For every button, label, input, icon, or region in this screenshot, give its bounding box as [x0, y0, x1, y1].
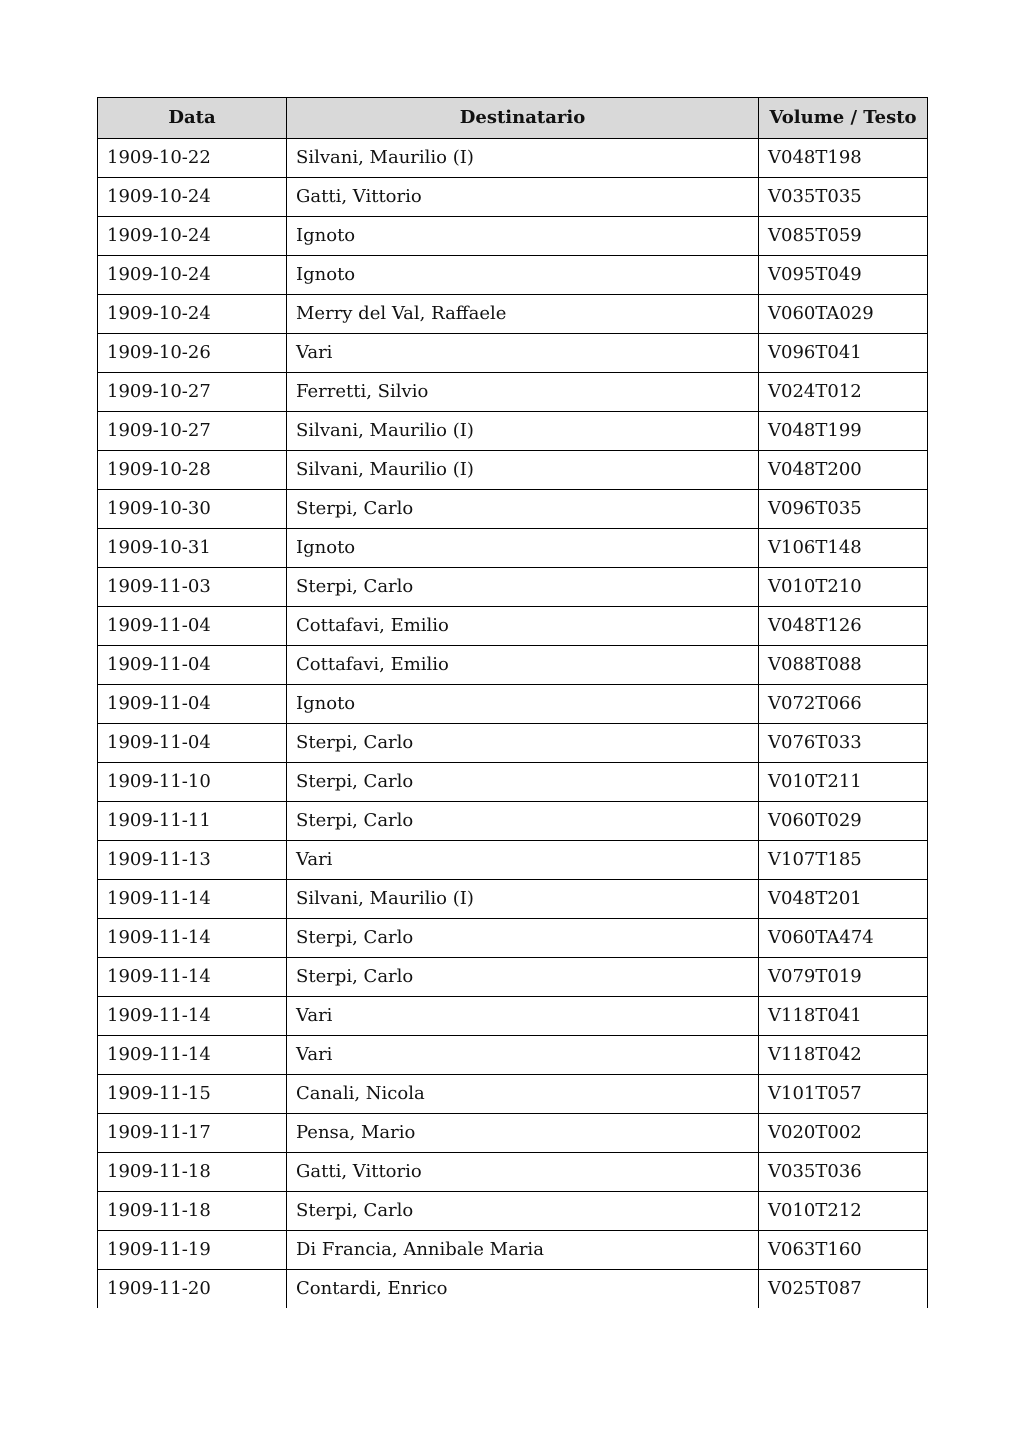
cell-recipient: Vari — [287, 334, 759, 373]
column-header-volume: Volume / Testo — [759, 98, 928, 139]
cell-date: 1909-11-14 — [98, 997, 287, 1036]
cell-volume: V035T036 — [759, 1153, 928, 1192]
cell-date: 1909-10-27 — [98, 373, 287, 412]
cell-date: 1909-11-17 — [98, 1114, 287, 1153]
cell-date: 1909-11-18 — [98, 1153, 287, 1192]
table-row — [98, 1192, 928, 1231]
cell-date: 1909-11-04 — [98, 724, 287, 763]
cell-volume: V118T042 — [759, 1036, 928, 1075]
cell-volume: V088T088 — [759, 646, 928, 685]
cell-recipient: Pensa, Mario — [287, 1114, 759, 1153]
cell-date: 1909-11-13 — [98, 841, 287, 880]
cell-recipient: Sterpi, Carlo — [287, 802, 759, 841]
cell-recipient: Ignoto — [287, 217, 759, 256]
cell-date: 1909-11-18 — [98, 1192, 287, 1231]
cell-date: 1909-11-10 — [98, 763, 287, 802]
cell-recipient: Silvani, Maurilio (I) — [287, 139, 759, 178]
cell-date: 1909-11-04 — [98, 685, 287, 724]
table-row — [98, 997, 928, 1036]
cell-date: 1909-11-14 — [98, 880, 287, 919]
cell-date: 1909-11-14 — [98, 1036, 287, 1075]
cell-volume: V063T160 — [759, 1231, 928, 1270]
table-row — [98, 646, 928, 685]
cell-recipient: Sterpi, Carlo — [287, 763, 759, 802]
table-row — [98, 1114, 928, 1153]
cell-volume: V024T012 — [759, 373, 928, 412]
table-row — [98, 919, 928, 958]
cell-volume: V060TA029 — [759, 295, 928, 334]
cell-date: 1909-11-19 — [98, 1231, 287, 1270]
header-row — [98, 98, 928, 139]
cell-date: 1909-11-14 — [98, 919, 287, 958]
cell-date: 1909-11-04 — [98, 646, 287, 685]
cell-recipient: Ferretti, Silvio — [287, 373, 759, 412]
table-row — [98, 529, 928, 568]
cell-recipient: Sterpi, Carlo — [287, 958, 759, 997]
table-row — [98, 139, 928, 178]
cell-recipient: Vari — [287, 1036, 759, 1075]
table-row — [98, 256, 928, 295]
cell-recipient: Silvani, Maurilio (I) — [287, 451, 759, 490]
table-row — [98, 607, 928, 646]
table-header — [98, 98, 928, 139]
table-row — [98, 490, 928, 529]
cell-recipient: Silvani, Maurilio (I) — [287, 412, 759, 451]
table-row — [98, 178, 928, 217]
table-row — [98, 1231, 928, 1270]
cell-date: 1909-10-30 — [98, 490, 287, 529]
cell-volume: V118T041 — [759, 997, 928, 1036]
cell-volume: V048T199 — [759, 412, 928, 451]
cell-volume: V060TA474 — [759, 919, 928, 958]
cell-recipient: Vari — [287, 997, 759, 1036]
cell-volume: V107T185 — [759, 841, 928, 880]
cell-volume: V035T035 — [759, 178, 928, 217]
cell-recipient: Gatti, Vittorio — [287, 1153, 759, 1192]
cell-recipient: Sterpi, Carlo — [287, 1192, 759, 1231]
cell-recipient: Canali, Nicola — [287, 1075, 759, 1114]
table-row — [98, 724, 928, 763]
table-row — [98, 568, 928, 607]
table-row — [98, 1270, 928, 1309]
cell-date: 1909-10-27 — [98, 412, 287, 451]
cell-volume: V096T041 — [759, 334, 928, 373]
cell-recipient: Sterpi, Carlo — [287, 919, 759, 958]
cell-volume: V096T035 — [759, 490, 928, 529]
cell-recipient: Sterpi, Carlo — [287, 724, 759, 763]
cell-volume: V020T002 — [759, 1114, 928, 1153]
cell-recipient: Vari — [287, 841, 759, 880]
cell-volume: V010T210 — [759, 568, 928, 607]
cell-date: 1909-11-04 — [98, 607, 287, 646]
cell-recipient: Sterpi, Carlo — [287, 490, 759, 529]
cell-recipient: Di Francia, Annibale Maria — [287, 1231, 759, 1270]
letters-index-table — [97, 97, 928, 1308]
cell-recipient: Cottafavi, Emilio — [287, 607, 759, 646]
cell-volume: V076T033 — [759, 724, 928, 763]
cell-volume: V010T211 — [759, 763, 928, 802]
cell-volume: V010T212 — [759, 1192, 928, 1231]
column-header-date: Data — [98, 98, 287, 139]
cell-volume: V106T148 — [759, 529, 928, 568]
column-header-recipient: Destinatario — [287, 98, 759, 139]
table-row — [98, 685, 928, 724]
cell-date: 1909-10-24 — [98, 256, 287, 295]
cell-volume: V025T087 — [759, 1270, 928, 1309]
cell-volume: V079T019 — [759, 958, 928, 997]
cell-volume: V048T126 — [759, 607, 928, 646]
table-row — [98, 880, 928, 919]
cell-recipient: Ignoto — [287, 256, 759, 295]
cell-date: 1909-11-14 — [98, 958, 287, 997]
cell-date: 1909-10-31 — [98, 529, 287, 568]
cell-volume: V048T200 — [759, 451, 928, 490]
cell-recipient: Sterpi, Carlo — [287, 568, 759, 607]
cell-recipient: Cottafavi, Emilio — [287, 646, 759, 685]
cell-recipient: Gatti, Vittorio — [287, 178, 759, 217]
cell-recipient: Ignoto — [287, 685, 759, 724]
table-row — [98, 1036, 928, 1075]
table-row — [98, 763, 928, 802]
table-row — [98, 451, 928, 490]
cell-volume: V060T029 — [759, 802, 928, 841]
cell-date: 1909-11-20 — [98, 1270, 287, 1309]
table-body — [98, 139, 928, 1309]
table-row — [98, 958, 928, 997]
cell-date: 1909-11-03 — [98, 568, 287, 607]
cell-volume: V048T201 — [759, 880, 928, 919]
cell-volume: V095T049 — [759, 256, 928, 295]
cell-volume: V085T059 — [759, 217, 928, 256]
cell-date: 1909-10-24 — [98, 295, 287, 334]
cell-volume: V072T066 — [759, 685, 928, 724]
cell-recipient: Merry del Val, Raffaele — [287, 295, 759, 334]
table-row — [98, 217, 928, 256]
table-row — [98, 373, 928, 412]
cell-volume: V101T057 — [759, 1075, 928, 1114]
table-row — [98, 1075, 928, 1114]
table-row — [98, 1153, 928, 1192]
table-row — [98, 334, 928, 373]
cell-date: 1909-10-22 — [98, 139, 287, 178]
table-row — [98, 412, 928, 451]
cell-volume: V048T198 — [759, 139, 928, 178]
table-row — [98, 802, 928, 841]
cell-date: 1909-10-28 — [98, 451, 287, 490]
cell-date: 1909-11-11 — [98, 802, 287, 841]
cell-date: 1909-10-26 — [98, 334, 287, 373]
cell-date: 1909-10-24 — [98, 217, 287, 256]
cell-recipient: Silvani, Maurilio (I) — [287, 880, 759, 919]
cell-recipient: Contardi, Enrico — [287, 1270, 759, 1309]
cell-date: 1909-11-15 — [98, 1075, 287, 1114]
cell-recipient: Ignoto — [287, 529, 759, 568]
table-row — [98, 841, 928, 880]
cell-date: 1909-10-24 — [98, 178, 287, 217]
table-row — [98, 295, 928, 334]
